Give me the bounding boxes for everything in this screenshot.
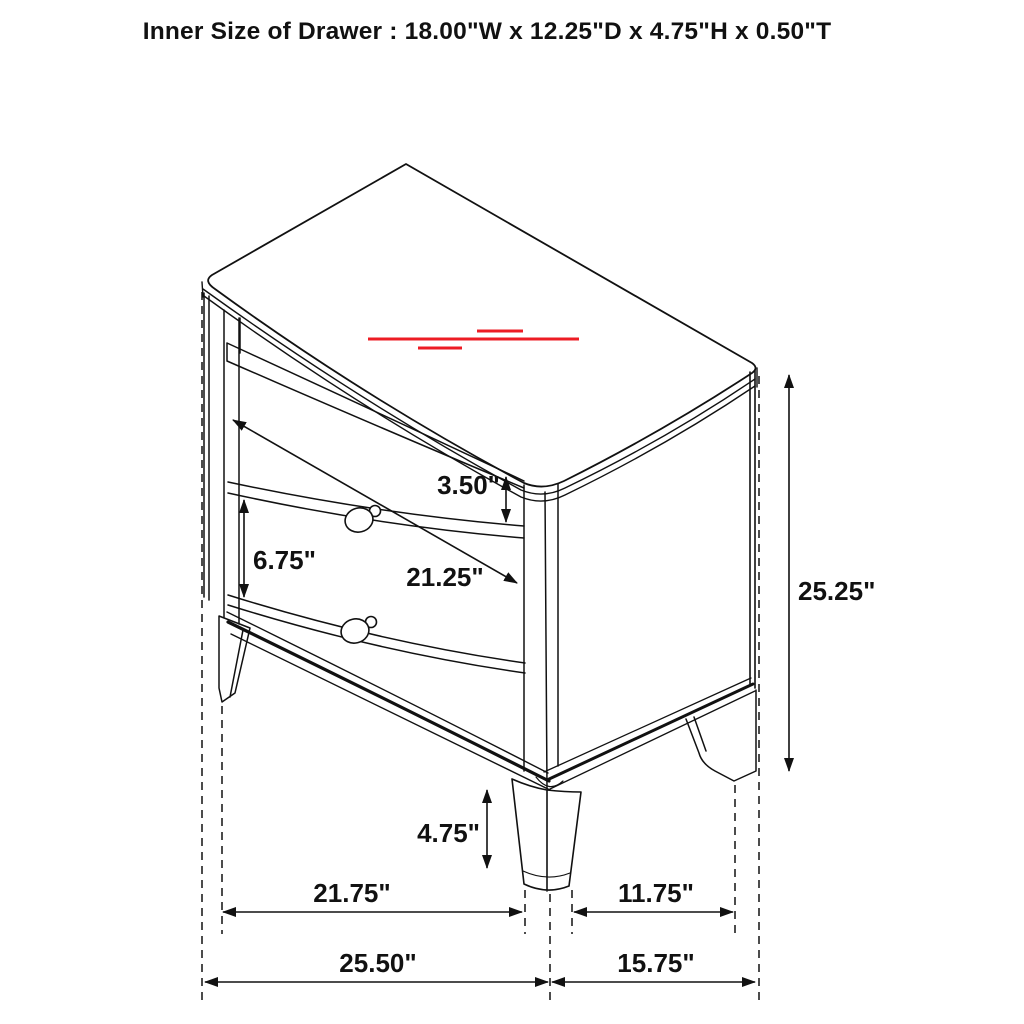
- dim-overall-depth: [552, 948, 755, 982]
- red-highlight-marks: [368, 331, 579, 348]
- rear-right-leg: [686, 690, 756, 781]
- dim-label-front-width: 21.75": [313, 878, 391, 908]
- dim-label-top-drawer-height: 3.50": [437, 470, 500, 500]
- dim-label-overall-width: 25.50": [339, 948, 417, 978]
- left-side-edges: [204, 293, 240, 624]
- front-right-stile: [524, 484, 558, 788]
- dim-label-overall-height: 25.25": [798, 576, 876, 606]
- dim-overall-width: [205, 948, 548, 982]
- dim-label-bottom-drawer-height: 6.75": [253, 545, 316, 575]
- dim-leg-height: [417, 790, 487, 868]
- drawer2-knob: [339, 616, 377, 646]
- tabletop-outline: [208, 164, 755, 487]
- dim-label-overall-depth: 15.75": [617, 948, 695, 978]
- dim-front-width: [223, 878, 522, 912]
- page-title: Inner Size of Drawer : 18.00"W x 12.25"D x 4.75"H x 0.50"T: [142, 18, 832, 45]
- dim-bottom-drawer-height: [244, 500, 316, 597]
- dimension-callouts: [205, 375, 875, 982]
- dim-label-side-depth: 11.75": [618, 878, 694, 908]
- dim-top-drawer-height: [437, 470, 506, 522]
- right-side-bottom-dark-band: [547, 684, 753, 780]
- front-apron-dark-band: [228, 622, 549, 781]
- dim-label-drawer-front-width: 21.25": [406, 562, 484, 592]
- dim-overall-height: [789, 375, 875, 771]
- front-leg: [512, 779, 581, 891]
- tabletop-moulding: [202, 282, 757, 501]
- dim-label-leg-height: 4.75": [417, 818, 480, 848]
- nightstand-drawing: [202, 164, 757, 891]
- right-side-edges: [750, 370, 755, 688]
- dim-side-depth: [574, 878, 733, 912]
